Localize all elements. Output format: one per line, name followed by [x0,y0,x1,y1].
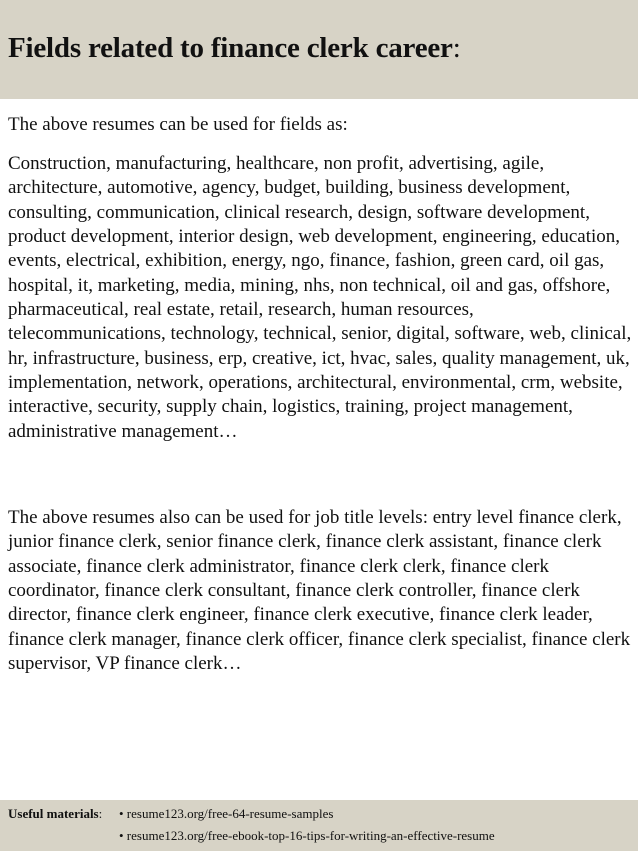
resume-samples-link[interactable]: • resume123.org/free-64-resume-samples [119,806,334,821]
footer-band [0,800,638,851]
useful-materials-label [8,803,102,824]
page-title [8,30,638,66]
header-band [0,0,638,99]
intro-text: The above resumes can be used for fields as: [8,114,348,135]
ebook-tips-link[interactable]: • resume123.org/free-ebook-top-16-tips-for-writing-an-effective-resume [119,828,495,843]
fields-list: Construction, manufacturing, healthcare, non profit, advertising, agile, architecture, automotive, agency, budget, building, business development, consulting, communication, clinical research, design, software development, product development, interior design, web development, engineering, education, events, electrical, exhibition, energy, ngo, finance, fashion, green card, oil gas, hospital, it, marketing, media, mining, nhs, non technical, oil and gas, offshore, pharmaceutical, real estate, retail, research, human resources, telecommunications, technology, technical, senior, digital, software, web, clinical, hr, infrastructure, business, erp, creative, ict, hvac, sales, quality management, uk, implementation, network, operations, architectural, environmental, crm, website, interactive, security, supply chain, logistics, training, project management, administrative management… [8,153,632,442]
page-title-text: Fields related to finance clerk career [8,32,453,64]
page-title-colon: : [452,32,461,64]
useful-materials-label-colon: : [98,806,103,821]
job-levels-list: The above resumes also can be used for job title levels: entry level finance clerk, junior finance clerk, senior finance clerk, finance clerk assistant, finance clerk associate, finance clerk administrator, finance clerk clerk, finance clerk coordinator, finance clerk consultant, finance clerk controller, finance clerk director, finance clerk engineer, finance clerk executive, finance clerk leader, finance clerk manager, finance clerk officer, finance clerk specialist, finance clerk supervisor, VP finance clerk… [8,507,631,675]
useful-materials-label-text: Useful materials [8,806,99,821]
